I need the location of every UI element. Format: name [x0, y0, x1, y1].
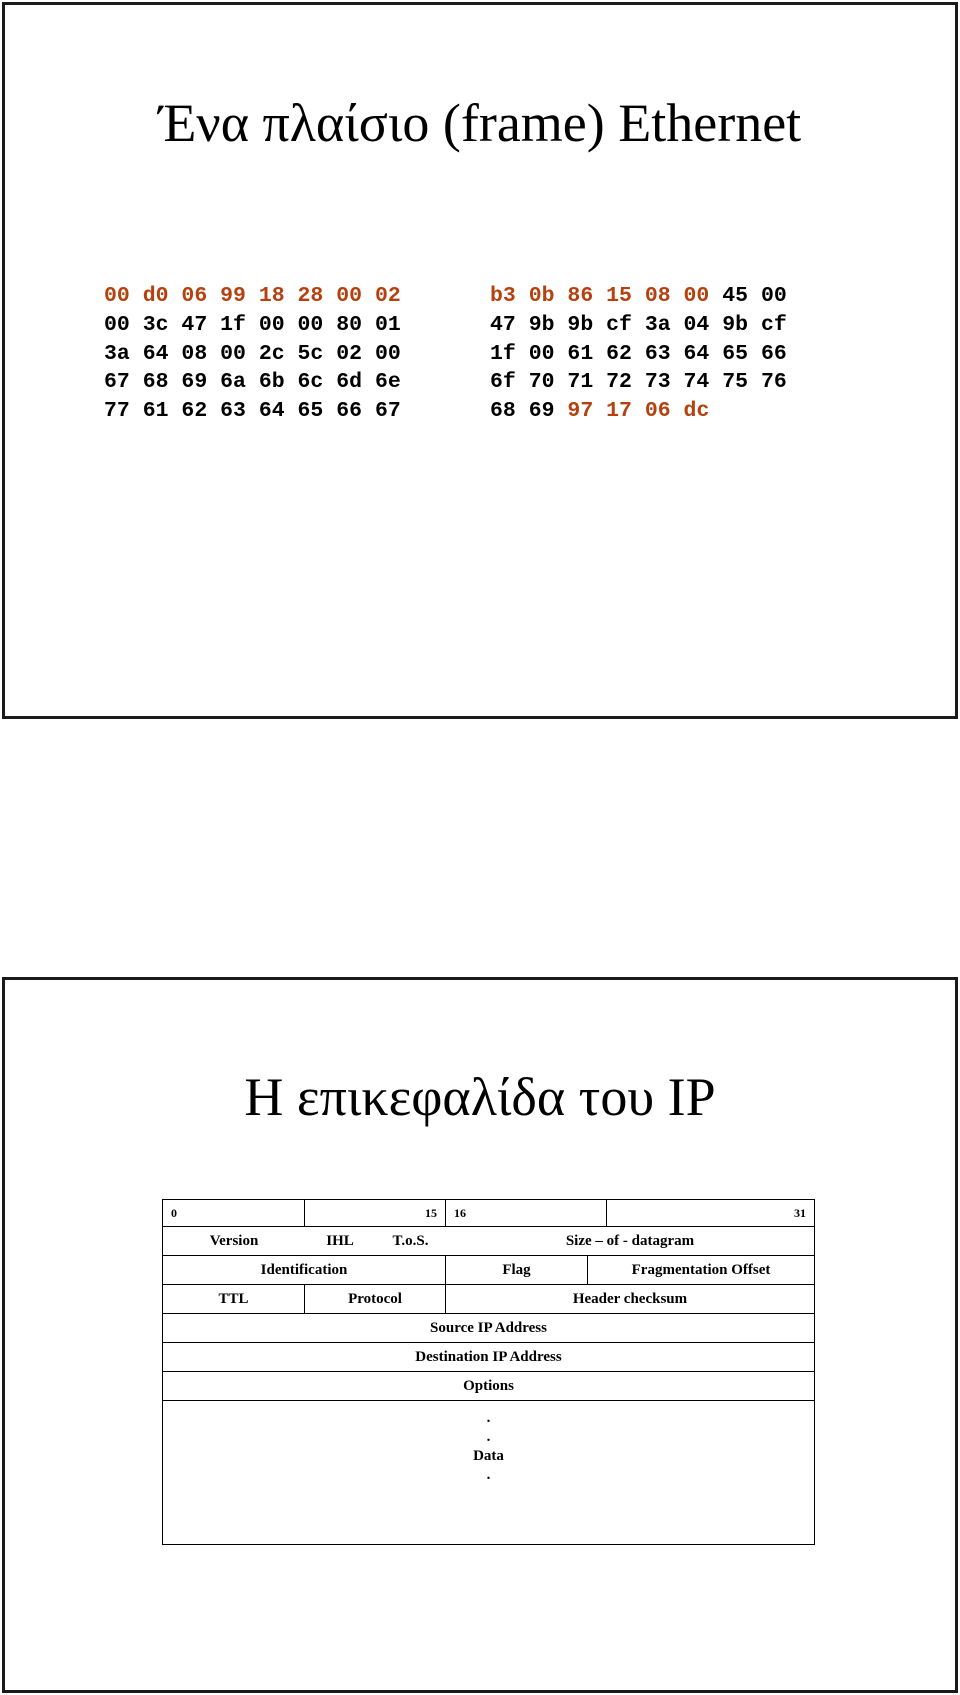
slide-title-ethernet: Ένα πλαίσιο (frame) Ethernet — [158, 93, 802, 153]
hex-line — [490, 340, 787, 369]
hex-line — [490, 282, 787, 311]
hex-line — [490, 311, 787, 340]
data-dots-top — [163, 1409, 814, 1485]
hex-bytes-highlighted: b3 0b 86 15 08 00 — [490, 284, 710, 308]
hex-dump-left — [104, 282, 401, 426]
header-row-6 — [163, 1372, 814, 1401]
field-header-checksum: Header checksum — [572, 1290, 688, 1307]
hex-bytes: 3a 64 08 00 2c 5c 02 00 — [104, 341, 401, 366]
bit-16-label: 16 — [446, 1200, 607, 1226]
bit-15-label: 15 — [305, 1200, 446, 1226]
hex-bytes: 68 69 — [490, 399, 568, 424]
bit-0-label: 0 — [163, 1200, 305, 1226]
hex-bytes: 45 00 — [709, 284, 787, 308]
field-datagram-size: Size – of - datagram — [565, 1232, 695, 1249]
hex-bytes: 67 68 69 6a 6b 6c 6d 6e — [104, 370, 401, 395]
data-dot: . — [486, 1429, 491, 1445]
field-protocol: Protocol — [305, 1285, 446, 1313]
hex-dump-right — [490, 282, 787, 426]
hex-bytes: 00 3c 47 1f 00 00 80 01 — [104, 312, 401, 337]
field-ihl: IHL — [326, 1232, 354, 1249]
bit-index-row — [163, 1200, 814, 1227]
field-fragmentation-offset: Fragmentation Offset — [631, 1261, 771, 1278]
hex-bytes-highlighted: 00 d0 06 99 18 28 00 02 — [104, 284, 401, 308]
hex-line — [104, 340, 401, 369]
data-area — [163, 1401, 814, 1544]
field-flag: Flag — [446, 1256, 588, 1284]
hex-line — [104, 368, 401, 397]
field-source-ip: Source IP Address — [430, 1319, 547, 1336]
hex-line — [104, 282, 401, 311]
hex-line — [490, 368, 787, 397]
hex-line — [104, 311, 401, 340]
hex-line — [490, 397, 787, 426]
header-row-5 — [163, 1343, 814, 1372]
header-row-3 — [163, 1285, 814, 1314]
field-ttl: TTL — [163, 1285, 305, 1313]
field-options: Options — [463, 1377, 514, 1394]
field-data: Data — [473, 1448, 504, 1464]
slide-title-ip-header: Η επικεφαλίδα του IP — [244, 1067, 716, 1127]
header-row-2 — [163, 1256, 814, 1285]
data-dot: . — [486, 1467, 491, 1483]
header-row-1 — [163, 1227, 814, 1256]
field-identification: Identification — [163, 1256, 446, 1284]
data-dot: . — [486, 1410, 491, 1426]
hex-bytes: 1f 00 61 62 63 64 65 66 — [490, 341, 787, 366]
hex-bytes: 6f 70 71 72 73 74 75 76 — [490, 370, 787, 395]
bit-31-label: 31 — [794, 1205, 806, 1220]
hex-line — [104, 397, 401, 426]
field-version: Version — [209, 1232, 259, 1249]
field-destination-ip: Destination IP Address — [415, 1348, 562, 1365]
field-tos: T.o.S. — [392, 1232, 429, 1249]
hex-bytes-highlighted: 97 17 06 dc — [567, 399, 710, 424]
hex-bytes: 47 9b 9b cf 3a 04 9b cf — [490, 312, 787, 337]
hex-bytes: 77 61 62 63 64 65 66 67 — [104, 399, 401, 424]
ip-header-table — [162, 1199, 815, 1545]
header-row-4 — [163, 1314, 814, 1343]
